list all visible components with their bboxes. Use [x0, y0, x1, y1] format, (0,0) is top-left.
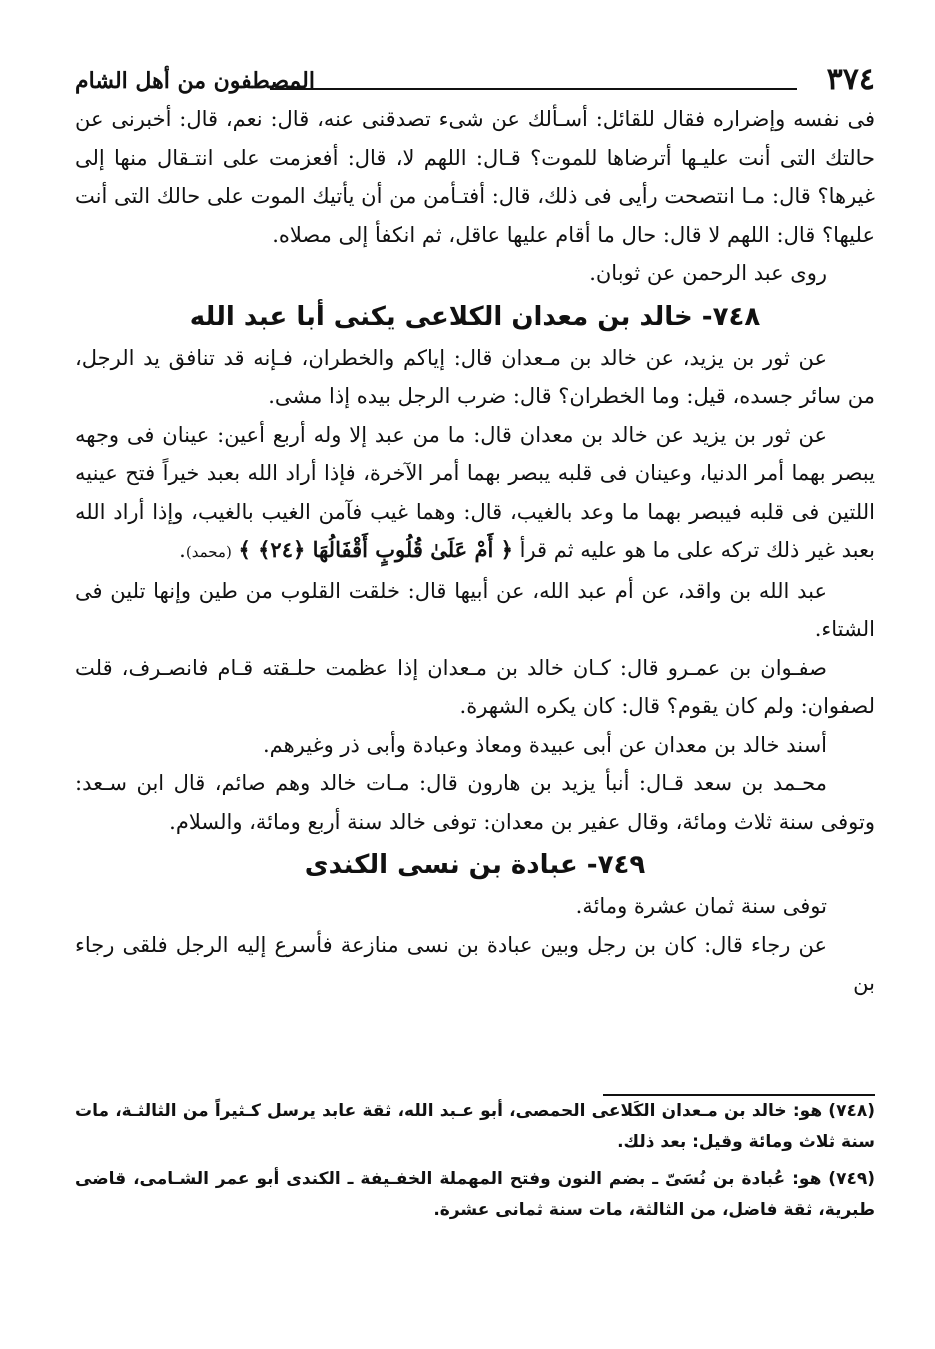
paragraph: عبد الله بن واقد، عن أم عبد الله، عن أبيها قال: خلقت القلوب من طين وإنها تلين فى الشتاء. [75, 578, 875, 641]
paragraph: صفـوان بن عمـرو قال: كـان خالد بن مـعدان إذا عظمت حلـقته قـام فانصـرف، قلت لصفوان: ولم كان يقوم؟ قال: كان يكره الشهرة. [75, 655, 875, 718]
footnotes [75, 1096, 875, 1232]
footnote-749: (٧٤٩) هو: عُبادة بن نُسَىّ ـ بضم النون وفتح المهملة الخفـيفة ـ الكندى أبو عمر الشـامى، قاضى طبرية، ثقة فاضل، من الثالثة، مات سنة ثمانى عشرة. [75, 1169, 875, 1220]
running-title: المصطفون من أهل الشام [75, 68, 315, 94]
paragraph: روى عبد الرحمن عن ثوبان. [589, 261, 827, 285]
entry-heading-748: ٧٤٨- خالد بن معدان الكلاعى يكنى أبا عبد الله [189, 301, 761, 332]
paragraph: عن رجاء قال: كان بن رجل وبين عبادة بن نسى منازعة فأسرع إليه الرجل فلقى رجاء بن [75, 932, 875, 995]
surah-reference: (محمد) [185, 543, 232, 561]
paragraph: عن ثور بن يزيد، عن خالد بن مـعدان قال: إياكم والخطران، فـإنه قد تنافق يد الرجل، من سائر جسده، قيل: وما الخطران؟ قال: ضرب الرجل بيده إذا مشى. [75, 345, 875, 408]
paragraph: فى نفسه وإضراره فقال للقائل: أسـألك عن شىء تصدقنى عنه، قال: نعم، قال: أخبرنى عن حالتك التى أنت عليـها أترضاها للموت؟ قـال: اللهم لا، قال: أفعزمت على انتـقال منها إلى غيرها؟ قال: مـا انتصحت رأيى فى ذلك، قال: أفتـأمن من أن يأتيك الموت على حالك التى أنت عليها؟ قال: اللهم لا قال: حال ما أقام عليها عاقل، ثم انكفأ إلى مصلاه. [75, 107, 875, 247]
paragraph: أسند خالد بن معدان عن أبى عبيدة ومعاذ وعبادة وأبى ذر وغيرهم. [262, 732, 827, 757]
book-page [75, 60, 875, 1003]
paragraph: محـمد بن سعد قـال: أنبأ يزيد بن هارون قال: مـات خالد وهم صائم، قال ابن سـعد: وتوفى سنة ثلاث ومائة، وقال عفير بن معدان: توفى خالد سنة أربع ومائة، والسلام. [75, 771, 875, 834]
paragraph-text: عن ثور بن يزيد عن خالد بن معدان قال: ما من عبد إلا وله أربع أعين: عينان فى وجهه يبصر بهما أمر الدنيا، وعينان فى قلبه يبصر بهما أمر الآخرة، فإذا أراد الله بعبد خيراً فتح عينيه اللتين فى قلبه فيبصر بهما ما وعد بالغيب، قال: وهما غيب فآمن الغيب بالغيب، وإذا أراد الله بعبد غير ذلك تركه على ما هو عليه ثم قرأ [75, 422, 875, 562]
quran-quote: ﴿ أَمْ عَلَىٰ قُلُوبٍ أَقْفَالُهَا ﴿٢٤﴾ ﴾ [238, 537, 513, 562]
footnote-748: (٧٤٨) هو: خالد بن مـعدان الكَلاعى الحمصى، أبو عـبد الله، ثقة عابد يرسل كـثيراً من الثالثـة، مات سنة ثلاث ومائة وقيل: بعد ذلك. [75, 1101, 875, 1152]
paragraph-end: . [179, 538, 186, 562]
main-text [75, 100, 875, 1003]
entry-heading-749: ٧٤٩- عبادة بن نسى الكندى [304, 850, 646, 880]
page-header [75, 60, 875, 100]
paragraph [75, 416, 875, 572]
paragraph: توفى سنة ثمان عشرة ومائة. [575, 894, 827, 918]
page-number: ٣٧٤ [826, 62, 875, 97]
header-rule [270, 88, 797, 90]
